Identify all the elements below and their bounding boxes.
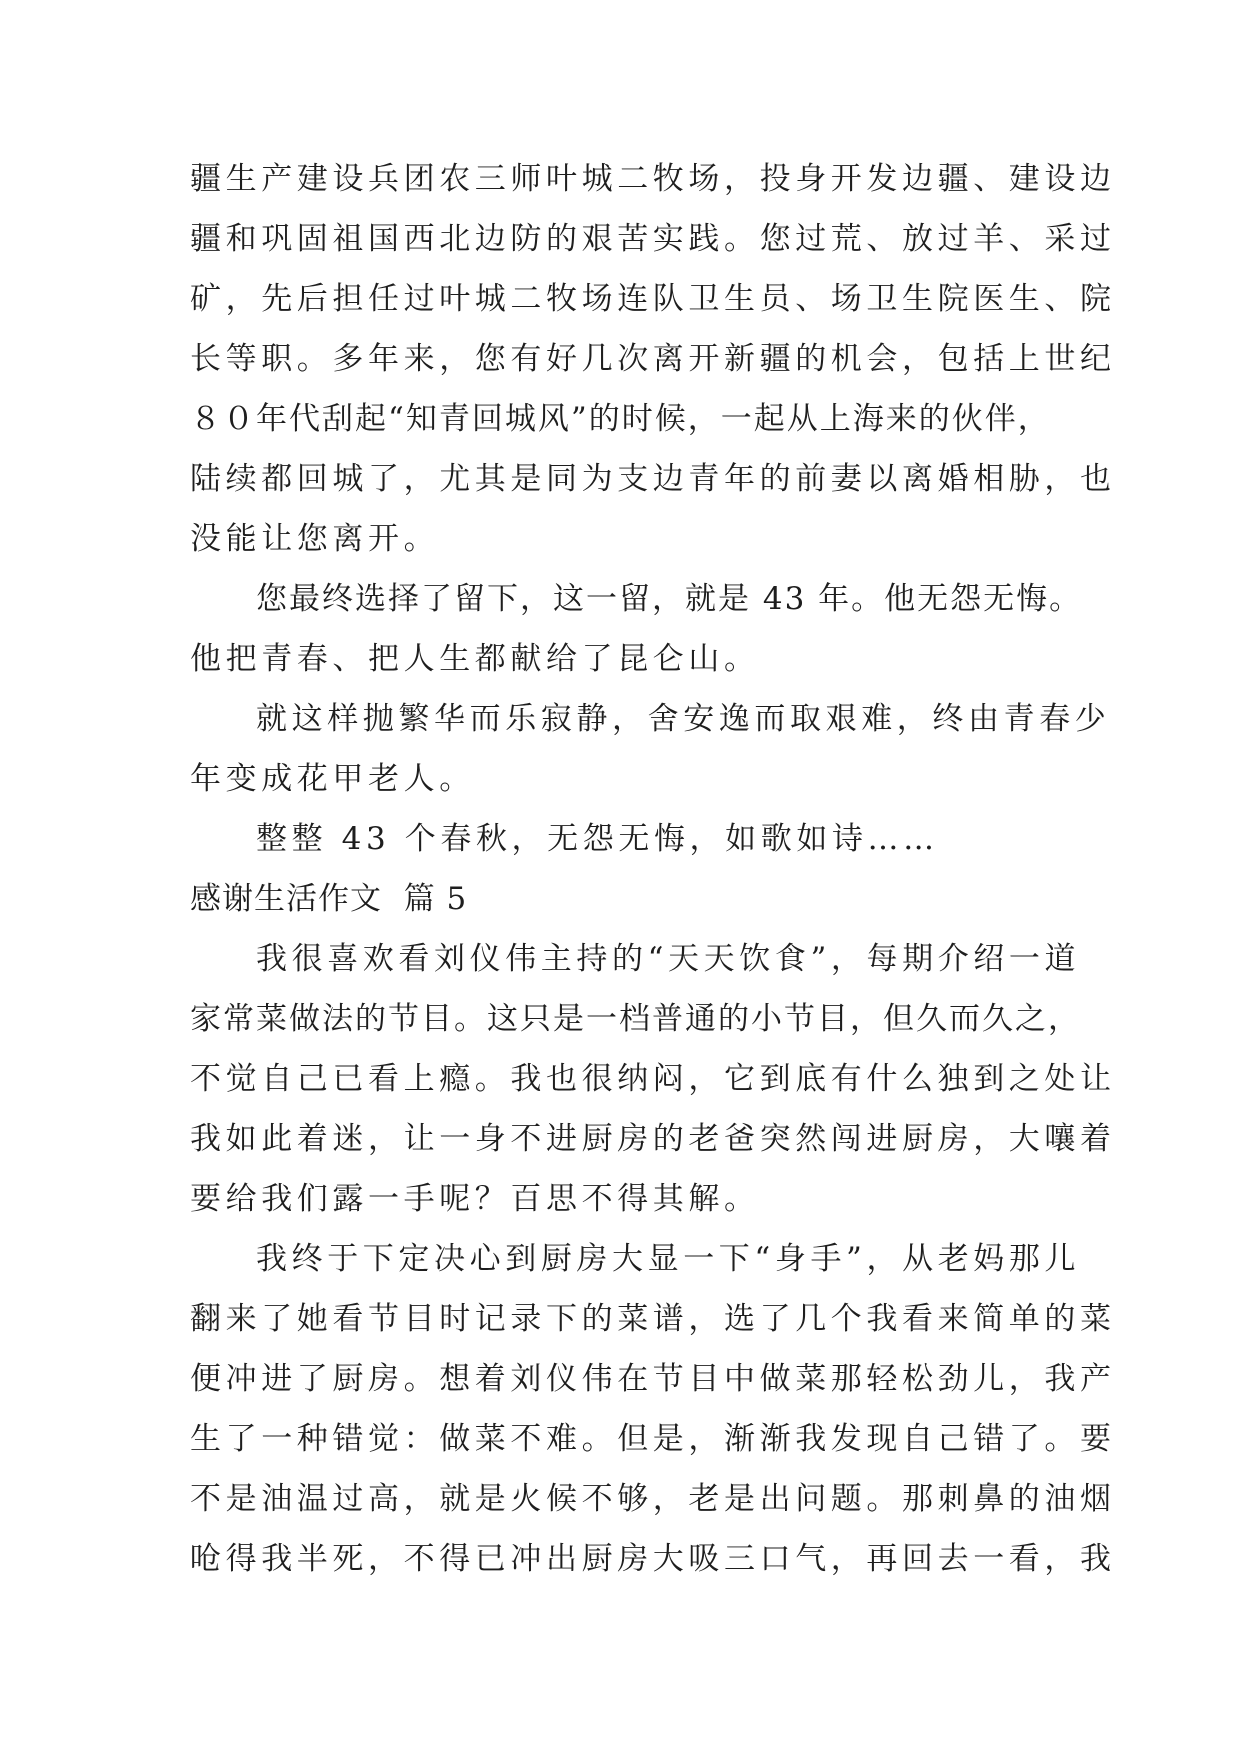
text-line: ８０年代刮起“知青回城风”的时候，一起从上海来的伙伴， <box>190 401 1051 437</box>
text-line: 生了一种错觉：做菜不难。但是，渐渐我发现自己错了。要 <box>190 1421 1116 1457</box>
text-line: 疆生产建设兵团农三师叶城二牧场，投身开发边疆、建设边 <box>190 161 1116 197</box>
paragraph-first-line: 就这样抛繁华而乐寂静，舍安逸而取艰难，终由青春少 <box>256 701 1111 737</box>
text-line: 年变成花甲老人。 <box>190 761 475 797</box>
section-heading: 感谢生活作文 篇 5 <box>190 881 468 917</box>
paragraph-first-line: 我很喜欢看刘仪伟主持的“天天饮食”，每期介绍一道 <box>256 941 1081 977</box>
text-line: 呛得我半死，不得已冲出厨房大吸三口气，再回去一看，我 <box>190 1541 1116 1577</box>
paragraph-first-line: 我终于下定决心到厨房大显一下“身手”，从老妈那儿 <box>256 1241 1081 1277</box>
text-line: 家常菜做法的节目。这只是一档普通的小节目，但久而久之， <box>190 1001 1081 1037</box>
text-line: 翻来了她看节目时记录下的菜谱，选了几个我看来简单的菜 <box>190 1301 1116 1337</box>
paragraph-first-line: 整整 43 个春秋，无怨无悔，如歌如诗…… <box>256 821 939 857</box>
body-text <box>190 149 1116 1589</box>
text-line: 要给我们露一手呢？百思不得其解。 <box>190 1181 760 1217</box>
text-line: 陆续都回城了，尤其是同为支边青年的前妻以离婚相胁，也 <box>190 461 1116 497</box>
text-line: 没能让您离开。 <box>190 521 440 557</box>
text-line: 不觉自己已看上瘾。我也很纳闷，它到底有什么独到之处让 <box>190 1061 1116 1097</box>
paragraph-first-line: 您最终选择了留下，这一留，就是 43 年。他无怨无悔。 <box>256 581 1083 617</box>
text-line: 他把青春、把人生都献给了昆仑山。 <box>190 641 760 677</box>
text-line: 矿，先后担任过叶城二牧场连队卫生员、场卫生院医生、院 <box>190 281 1116 317</box>
text-line: 我如此着迷，让一身不进厨房的老爸突然闯进厨房，大嚷着 <box>190 1121 1116 1157</box>
text-line: 长等职。多年来，您有好几次离开新疆的机会，包括上世纪 <box>190 341 1116 377</box>
text-line: 疆和巩固祖国西北边防的艰苦实践。您过荒、放过羊、采过 <box>190 221 1116 257</box>
text-line: 不是油温过高，就是火候不够，老是出问题。那刺鼻的油烟 <box>190 1481 1116 1517</box>
text-line: 便冲进了厨房。想着刘仪伟在节目中做菜那轻松劲儿，我产 <box>190 1361 1116 1397</box>
